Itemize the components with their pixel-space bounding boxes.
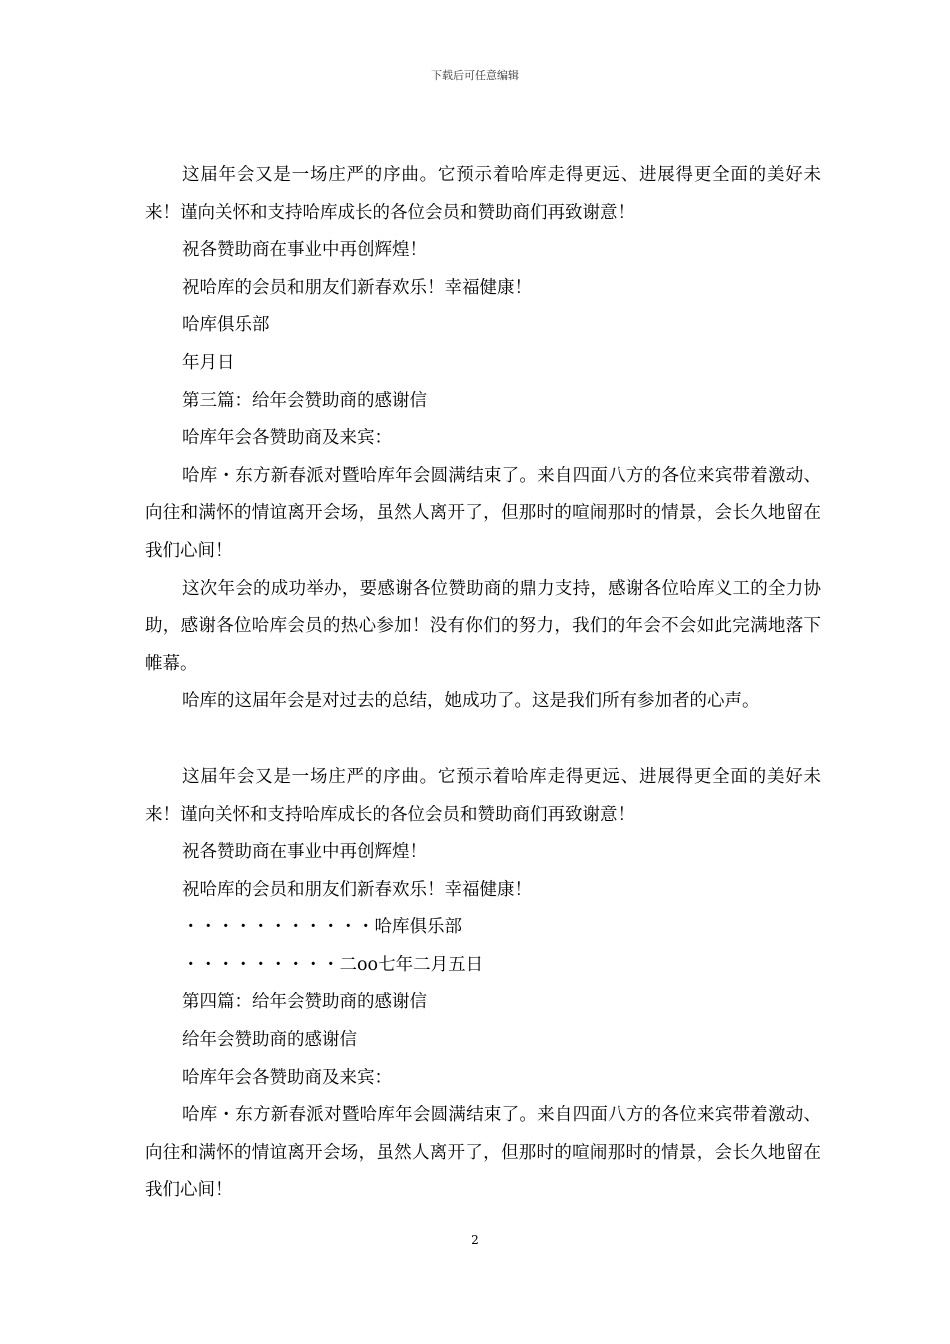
section-heading: 第四篇：给年会赞助商的感谢信 [182,992,427,1013]
paragraph: 祝各赞助商在事业中再创辉煌！ [182,842,427,863]
paragraph: 哈库俱乐部 [182,315,270,336]
paragraph: 哈库・东方新春派对暨哈库年会圆满结束了。来自四面八方的各位来宾带着激动、向往和满怀的情谊离开会场，虽然人离开了，但那时的喧闹那时的情景，会长久地留在我们心间！ [145,465,821,561]
salutation: 哈库年会各赞助商及来宾： [182,1067,392,1088]
paragraph-gap [145,721,821,759]
paragraph: 哈库・东方新春派对暨哈库年会圆满结束了。来自四面八方的各位来宾带着激动、向往和满怀的情谊离开会场，虽然人离开了，但那时的喧闹那时的情景，会长久地留在我们心间！ [145,1105,821,1201]
paragraph: 这届年会又是一场庄严的序曲。它预示着哈库走得更远、进展得更全面的美好未来！谨向关怀和支持哈库成长的各位会员和赞助商们再致谢意！ [145,766,821,825]
salutation: 哈库年会各赞助商及来宾： [182,428,392,449]
letter-title: 给年会赞助商的感谢信 [182,1030,357,1051]
paragraph: 祝哈库的会员和朋友们新春欢乐！幸福健康！ [182,879,532,900]
paragraph: 年月日 [182,352,235,373]
paragraph: 这届年会又是一场庄严的序曲。它预示着哈库走得更远、进展得更全面的美好未来！谨向关怀和支持哈库成长的各位会员和赞助商们再致谢意！ [145,165,821,223]
paragraph: 祝哈库的会员和朋友们新春欢乐！幸福健康！ [182,277,532,298]
paragraph: 哈库的这届年会是对过去的总结，她成功了。这是我们所有参加者的心声。 [182,691,760,712]
paragraph: 这次年会的成功举办，要感谢各位赞助商的鼎力支持，感谢各位哈库义工的全力协助，感谢各位哈库会员的热心参加！没有你们的努力，我们的年会不会如此完满地落下帷幕。 [145,578,821,674]
document-body [145,157,821,1210]
date-line: ・・・・・・・・・二oo七年二月五日 [182,954,484,975]
signature-line: ・・・・・・・・・・・哈库俱乐部 [182,917,462,938]
page-number: 2 [471,1233,479,1247]
paragraph: 祝各赞助商在事业中再创辉煌！ [182,240,427,261]
page-header: 下载后可任意编辑 [431,69,519,82]
section-heading: 第三篇：给年会赞助商的感谢信 [182,390,427,411]
